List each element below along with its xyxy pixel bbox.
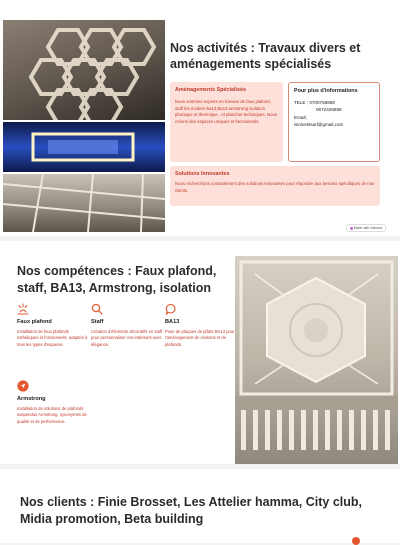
card-text: Nous recherchons constamment des solutions innovantes pour répondre aux besoins spécifiques de nos clients. <box>175 181 375 193</box>
ceiling-light-icon <box>17 303 29 315</box>
speech-bubble-icon <box>165 303 177 315</box>
competence-title: Faux plafond <box>17 319 52 325</box>
competence-ba13 <box>165 303 237 348</box>
card-solutions <box>170 166 380 206</box>
ornamental-ceiling-drawing <box>235 256 398 464</box>
competence-title: Staff <box>91 319 104 325</box>
card-contact <box>288 82 380 162</box>
phone-line-2: 0672426858 <box>316 106 342 112</box>
page-title: Nos activités : Travaux divers et aménagements spécialisés <box>170 41 361 71</box>
competence-title: BA13 <box>165 319 180 325</box>
blue-led-ceiling-photo <box>3 122 165 172</box>
phone-line: TELE ; 0700758859 <box>294 100 335 105</box>
competence-title: Armstrong <box>17 396 46 402</box>
made-with-badge[interactable]: Made with Gamma <box>346 224 386 232</box>
gamma-logo-icon <box>350 227 353 230</box>
coffered-ceiling-drawing <box>3 174 165 232</box>
email-label: Email; <box>294 115 307 121</box>
card-text: Nous sommes experts en travaux de faux plafond, staff les modern ba13,Ba13 armstrong isolation phonique et thermique , et plancher techniques. Nous créons des espaces uniques et fonctionnels. <box>175 99 277 124</box>
competence-text: Installation de solutions de plafonds suspendus Armstrong, synonymes de qualité et de performance. <box>17 406 87 424</box>
ornamental-ceiling-photo <box>235 256 398 464</box>
navigation-icon <box>17 380 29 392</box>
competence-text: Pose de plaques de plâtre BA13 pour l'aménagement de cloisons et de plafonds. <box>165 329 235 347</box>
card-title: Solutions Innovantes <box>175 171 230 177</box>
page-title: Nos compétences : Faux plafond, staff, BA13, Armstrong, isolation <box>17 264 217 295</box>
page-title: Nos clients : Finie Brosset, Les Attelier hamma, City club, Midia promotion, Beta building <box>20 495 362 526</box>
hexagon-ceiling-photo <box>3 20 165 120</box>
slide-clients <box>0 469 400 543</box>
card-amenagements <box>170 82 283 162</box>
coffered-ceiling-photo <box>3 174 165 232</box>
card-title: Aménagements Spécialisés <box>175 87 247 93</box>
photo-column <box>3 20 165 232</box>
hexagon-ceiling-drawing <box>3 20 165 120</box>
slide-competences <box>0 241 400 464</box>
slide-activites <box>0 0 400 236</box>
search-icon <box>91 303 103 315</box>
competence-armstrong <box>17 380 89 425</box>
competence-staff <box>91 303 163 348</box>
competence-faux-plafond <box>17 303 89 348</box>
card-title: Pour plus d'informations <box>294 88 358 94</box>
contact-details <box>294 100 374 128</box>
competence-text: Installation de faux plafonds esthétiques et fonctionnels, adaptés à tous les types d'espaces. <box>17 329 88 347</box>
decorative-dot-icon <box>352 537 360 545</box>
competence-text: Création d'éléments décoratifs en staff pour personnaliser vos intérieurs avec élégance. <box>91 329 163 347</box>
email-value[interactable]: isinivestsarl@gmail,com <box>294 121 344 127</box>
led-ceiling-drawing <box>3 122 165 172</box>
